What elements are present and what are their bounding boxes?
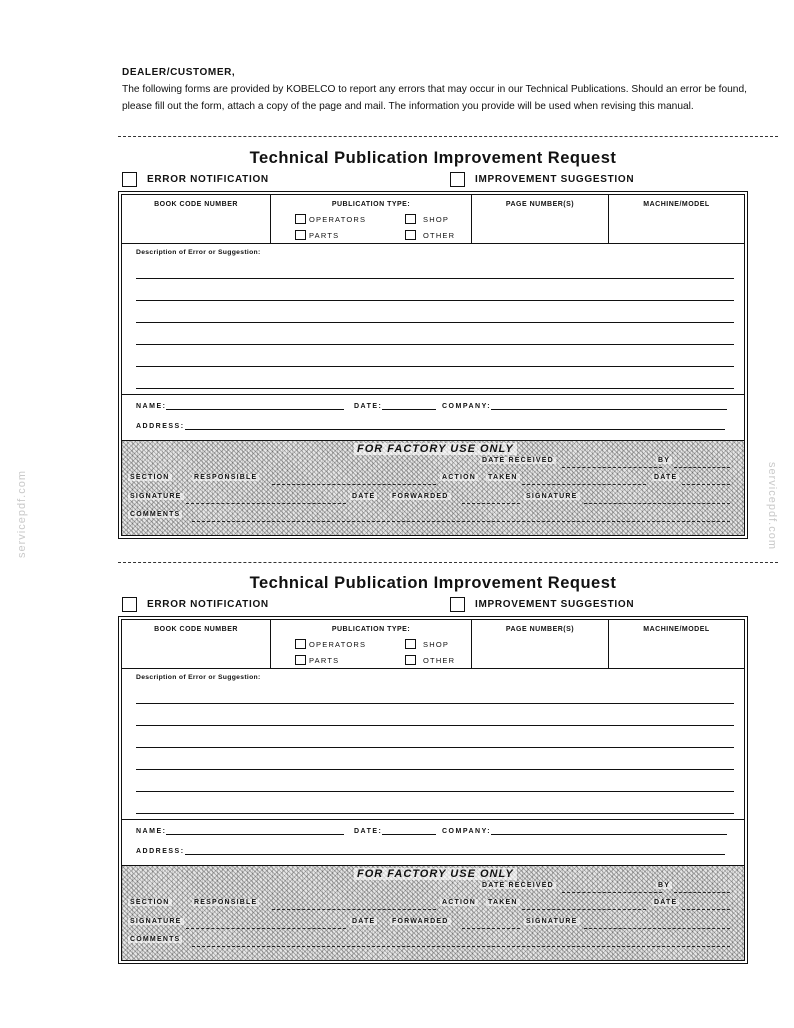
signature-label: SIGNATURE (130, 493, 182, 500)
address-input-line[interactable] (185, 421, 725, 430)
date-label: DATE: (354, 403, 383, 410)
date-label-3: DATE (352, 918, 376, 925)
signature-line-2[interactable] (584, 503, 730, 504)
other-checkbox[interactable] (405, 230, 416, 240)
company-input-line[interactable] (491, 401, 727, 410)
improvement-suggestion-checkbox[interactable] (450, 172, 465, 187)
machine-model-label: MACHINE/MODEL (643, 626, 710, 633)
signature-line[interactable] (186, 503, 346, 504)
taken-label: TAKEN (488, 474, 518, 481)
section-label: SECTION (130, 899, 170, 906)
operators-option[interactable] (295, 639, 366, 649)
company-field[interactable] (442, 401, 727, 410)
action-taken-line[interactable] (522, 909, 646, 910)
date-input-line[interactable] (382, 401, 436, 410)
parts-label: PARTS (309, 655, 340, 665)
intro-heading: DEALER/CUSTOMER, (122, 67, 236, 78)
error-notification-label: ERROR NOTIFICATION (147, 599, 269, 610)
other-option[interactable] (405, 655, 455, 665)
description-line[interactable] (136, 366, 734, 367)
comments-line[interactable] (192, 521, 730, 522)
improvement-suggestion-option[interactable] (450, 172, 634, 187)
forwarded-label: FORWARDED (392, 918, 449, 925)
machine-model-cell[interactable] (609, 620, 744, 668)
description-line[interactable] (136, 747, 734, 748)
book-code-label: BOOK CODE NUMBER (154, 626, 238, 633)
intro-section (122, 64, 752, 115)
company-input-line[interactable] (491, 826, 727, 835)
signature-line-2[interactable] (584, 928, 730, 929)
factory-use-section (122, 865, 744, 960)
intro-body: The following forms are provided by KOBELCO to report any errors that may occur in our Technical Publications. Should an error be found, please fill out the form, attach a copy of the page and mail. The information you provide will be used when revising this manual. (122, 84, 747, 112)
name-label: NAME: (136, 828, 167, 835)
name-label: NAME: (136, 403, 167, 410)
operators-label: OPERATORS (309, 214, 367, 224)
request-form-1 (118, 147, 748, 539)
address-label: ADDRESS: (136, 423, 185, 430)
description-area[interactable] (122, 669, 744, 820)
parts-checkbox[interactable] (295, 230, 306, 240)
section-responsible-line[interactable] (272, 909, 436, 910)
forwarded-line[interactable] (462, 928, 520, 929)
description-label: Description of Error or Suggestion: (136, 249, 261, 256)
date-line-2[interactable] (682, 909, 730, 910)
page-number-cell[interactable] (472, 195, 609, 243)
contact-section (122, 820, 744, 864)
shop-label: SHOP (423, 214, 450, 224)
operators-checkbox[interactable] (295, 639, 306, 649)
shop-option[interactable] (405, 214, 449, 224)
date-received-label: DATE RECEIVED (482, 882, 554, 889)
date-field[interactable] (354, 401, 436, 410)
shop-option[interactable] (405, 639, 449, 649)
date-label-2: DATE (654, 899, 678, 906)
address-label: ADDRESS: (136, 848, 185, 855)
description-label: Description of Error or Suggestion: (136, 674, 261, 681)
page-number-label: PAGE NUMBER(S) (505, 626, 575, 633)
page-number-cell[interactable] (472, 620, 609, 668)
signature-label-2: SIGNATURE (526, 493, 578, 500)
improvement-suggestion-option[interactable] (450, 597, 634, 612)
action-taken-line[interactable] (522, 484, 646, 485)
date-received-line[interactable] (562, 467, 662, 468)
error-notification-checkbox[interactable] (122, 597, 137, 612)
notification-type-row (118, 594, 748, 616)
section-label: SECTION (130, 474, 170, 481)
cut-line-middle (118, 562, 778, 563)
description-line[interactable] (136, 813, 734, 814)
other-label: OTHER (423, 655, 456, 665)
description-line[interactable] (136, 725, 734, 726)
date-label-3: DATE (352, 493, 376, 500)
form-title: Technical Publication Improvement Request (249, 149, 617, 167)
error-notification-option[interactable] (122, 172, 269, 187)
action-label: ACTION (442, 899, 477, 906)
date-line-2[interactable] (682, 484, 730, 485)
factory-use-title: FOR FACTORY USE ONLY (354, 868, 517, 880)
signature-label: SIGNATURE (130, 918, 182, 925)
parts-option[interactable] (295, 230, 339, 240)
publication-type-label: PUBLICATION TYPE: (331, 201, 411, 208)
by-line[interactable] (674, 467, 730, 468)
comments-line[interactable] (192, 946, 730, 947)
signature-label-2: SIGNATURE (526, 918, 578, 925)
name-input-line[interactable] (166, 401, 344, 410)
form-title: Technical Publication Improvement Request (249, 574, 617, 592)
date-received-label: DATE RECEIVED (482, 457, 554, 464)
cut-line-top (118, 136, 778, 137)
by-line[interactable] (674, 892, 730, 893)
form-header-row (122, 620, 744, 669)
other-option[interactable] (405, 230, 455, 240)
date-received-line[interactable] (562, 892, 662, 893)
operators-label: OPERATORS (309, 639, 367, 649)
watermark-right: servicepdf.com (765, 462, 778, 550)
responsible-label: RESPONSIBLE (194, 899, 258, 906)
name-field[interactable] (136, 401, 344, 410)
date-input-line[interactable] (382, 826, 436, 835)
parts-label: PARTS (309, 230, 340, 240)
description-line[interactable] (136, 791, 734, 792)
description-line[interactable] (136, 300, 734, 301)
description-area[interactable] (122, 244, 744, 395)
by-label: BY (658, 882, 671, 889)
company-field[interactable] (442, 826, 727, 835)
book-code-label: BOOK CODE NUMBER (154, 201, 238, 208)
form-frame (118, 616, 748, 964)
description-line[interactable] (136, 278, 734, 279)
description-line[interactable] (136, 703, 734, 704)
date-field[interactable] (354, 826, 436, 835)
book-code-cell[interactable] (122, 195, 271, 243)
company-label: COMPANY: (442, 828, 492, 835)
book-code-cell[interactable] (122, 620, 271, 668)
form-header-row (122, 195, 744, 244)
publication-type-cell (271, 195, 472, 243)
improvement-suggestion-label: IMPROVEMENT SUGGESTION (475, 174, 635, 185)
other-label: OTHER (423, 230, 456, 240)
signature-line[interactable] (186, 928, 346, 929)
address-input-line[interactable] (185, 846, 725, 855)
name-input-line[interactable] (166, 826, 344, 835)
date-label: DATE: (354, 828, 383, 835)
comments-label: COMMENTS (130, 936, 181, 943)
error-notification-option[interactable] (122, 597, 269, 612)
date-label-2: DATE (654, 474, 678, 481)
parts-option[interactable] (295, 655, 339, 665)
description-line[interactable] (136, 322, 734, 323)
action-label: ACTION (442, 474, 477, 481)
factory-use-section (122, 440, 744, 535)
section-responsible-line[interactable] (272, 484, 436, 485)
comments-label: COMMENTS (130, 511, 181, 518)
publication-type-label: PUBLICATION TYPE: (331, 626, 411, 633)
request-form-2 (118, 572, 748, 964)
contact-section (122, 395, 744, 439)
watermark-left: servicepdf.com (15, 470, 28, 558)
other-checkbox[interactable] (405, 655, 416, 665)
responsible-label: RESPONSIBLE (194, 474, 258, 481)
shop-checkbox[interactable] (405, 639, 416, 649)
machine-model-cell[interactable] (609, 195, 744, 243)
taken-label: TAKEN (488, 899, 518, 906)
parts-checkbox[interactable] (295, 655, 306, 665)
address-field[interactable] (136, 421, 725, 430)
publication-type-cell (271, 620, 472, 668)
shop-checkbox[interactable] (405, 214, 416, 224)
by-label: BY (658, 457, 671, 464)
company-label: COMPANY: (442, 403, 492, 410)
address-field[interactable] (136, 846, 725, 855)
form-frame (118, 191, 748, 539)
description-line[interactable] (136, 388, 734, 389)
notification-type-row (118, 169, 748, 191)
forwarded-line[interactable] (462, 503, 520, 504)
improvement-suggestion-checkbox[interactable] (450, 597, 465, 612)
page-number-label: PAGE NUMBER(S) (505, 201, 575, 208)
description-line[interactable] (136, 344, 734, 345)
machine-model-label: MACHINE/MODEL (643, 201, 710, 208)
shop-label: SHOP (423, 639, 450, 649)
operators-option[interactable] (295, 214, 366, 224)
description-line[interactable] (136, 769, 734, 770)
factory-use-title: FOR FACTORY USE ONLY (354, 443, 517, 455)
improvement-suggestion-label: IMPROVEMENT SUGGESTION (475, 599, 635, 610)
forwarded-label: FORWARDED (392, 493, 449, 500)
name-field[interactable] (136, 826, 344, 835)
error-notification-label: ERROR NOTIFICATION (147, 174, 269, 185)
error-notification-checkbox[interactable] (122, 172, 137, 187)
operators-checkbox[interactable] (295, 214, 306, 224)
